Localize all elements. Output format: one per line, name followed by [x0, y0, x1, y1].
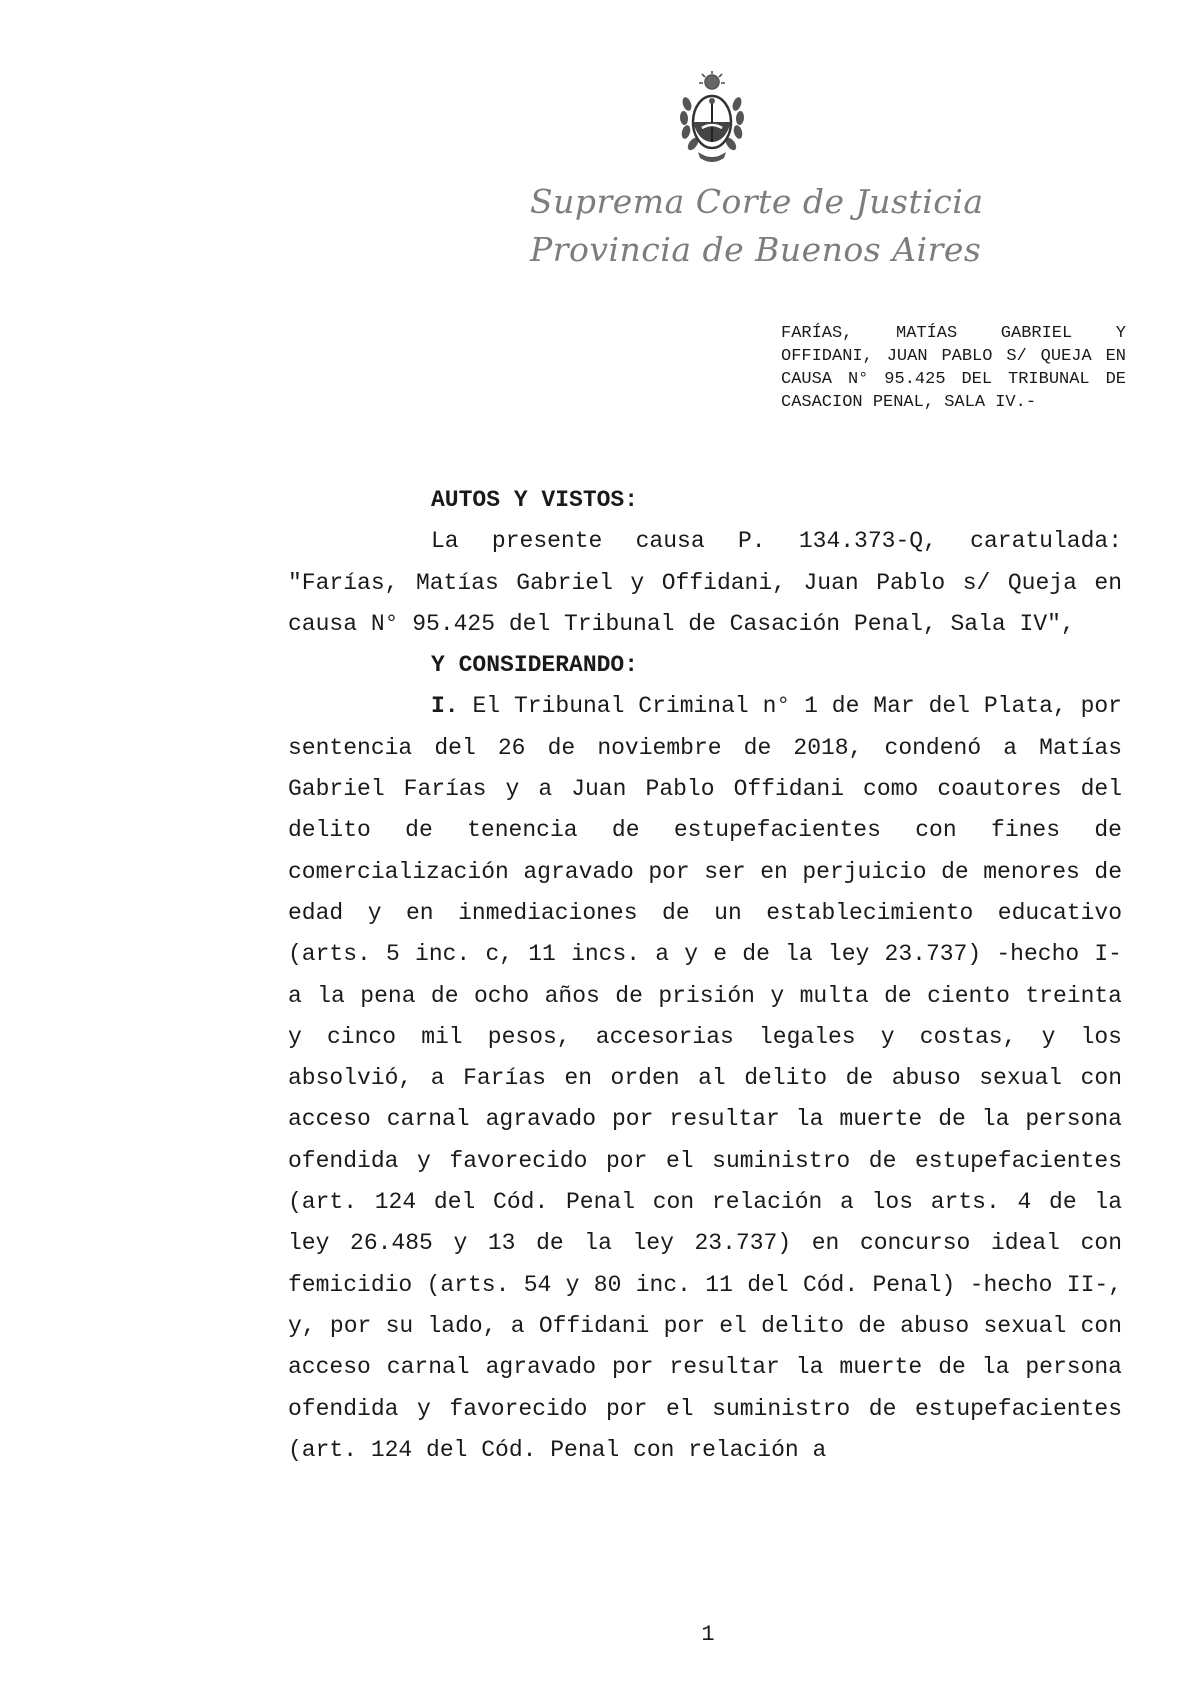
page-number: 1	[701, 1622, 715, 1647]
letterhead-court-name: Suprema Corte de Justicia	[530, 182, 984, 221]
autos-paragraph: La presente causa P. 134.373-Q, caratulada: "Farías, Matías Gabriel y Offidani, Juan Pablo s/ Queja en causa N° 95.425 del Tribunal de Casación Penal, Sala IV",	[288, 528, 1122, 637]
case-caption: FARÍAS, MATÍAS GABRIEL Y OFFIDANI, JUAN PABLO S/ QUEJA EN CAUSA N° 95.425 DEL TRIBUNAL DE CASACION PENAL, SALA IV.-	[781, 324, 1126, 412]
autos-heading: AUTOS Y VISTOS:	[431, 487, 639, 513]
letterhead	[530, 178, 984, 274]
point-marker: I.	[431, 693, 459, 720]
letterhead-province-name: Provincia de Buenos Aires	[530, 230, 982, 269]
coat-of-arms-icon	[678, 70, 746, 166]
considerando-heading: Y CONSIDERANDO:	[431, 652, 639, 679]
point-text: El Tribunal Criminal n° 1 de Mar del Plata, por sentencia del 26 de noviembre de 2018, condenó a Matías Gabriel Farías y a Juan Pablo Offidani como coautores del delito de tenencia de estupefacientes con fines de comercialización agravado por ser en perjuicio de menores de edad y en inmediaciones de un establecimiento educativo (arts. 5 inc. c, 11 incs. a y e de la ley 23.737) -hecho I- a la pena de ocho años de prisión y multa de ciento treinta y cinco mil pesos, accesorias legales y costas, y los absolvió, a Farías en orden al delito de abuso sexual con acceso carnal agravado por resultar la muerte de la persona ofendida y favorecido por el suministro de estupefacientes (art. 124 del Cód. Penal con relación a los arts. 4 de la ley 26.485 y 13 de la ley 23.737) en concurso ideal con femicidio (arts. 54 y 80 inc. 11 del Cód. Penal) -hecho II-, y, por su lado, a Offidani por el delito de abuso sexual con acceso carnal agravado por resultar la muerte de la persona ofendida y favorecido por el suministro de estupefacientes (art. 124 del Cód. Penal con relación a	[288, 693, 1122, 1463]
document-body	[288, 480, 1122, 1471]
considerando-paragraph-1	[288, 686, 1122, 1471]
